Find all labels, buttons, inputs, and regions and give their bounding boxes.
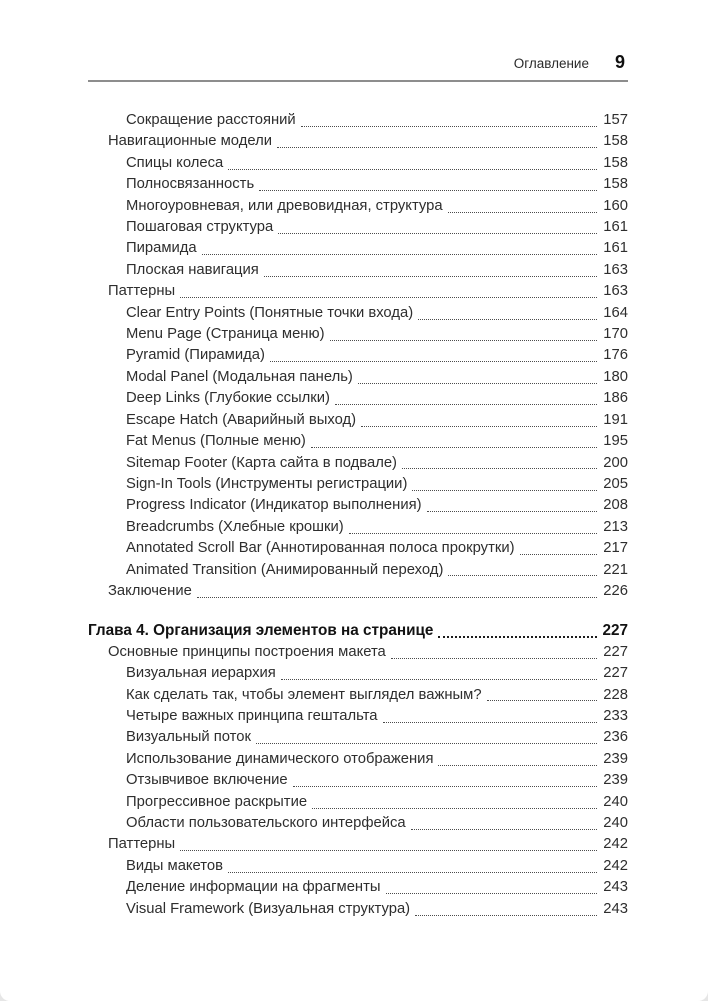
dot-leader <box>281 679 597 680</box>
dot-leader <box>311 447 597 448</box>
toc-entry-label: Области пользовательского интерфейса <box>126 815 406 831</box>
dot-leader <box>180 850 597 851</box>
toc-entry-label: Полносвязанность <box>126 176 255 193</box>
toc-entry-row <box>88 685 628 706</box>
dot-leader <box>487 700 597 701</box>
toc-entry-row <box>88 538 628 559</box>
toc-entry-page: 158 <box>603 133 628 150</box>
dot-leader <box>349 533 597 534</box>
toc-entry-label: Навигационные модели <box>108 133 272 150</box>
dot-leader <box>293 786 597 787</box>
toc-entry-page: 161 <box>603 219 628 236</box>
toc-entry-row <box>88 367 628 388</box>
toc-entry-row <box>88 153 628 174</box>
dot-leader <box>361 426 597 427</box>
toc-entry-row <box>88 410 628 431</box>
toc-entry-page: 242 <box>603 836 628 853</box>
toc-entry-label: Annotated Scroll Bar (Аннотированная полоса прокрутки) <box>126 540 515 557</box>
toc-entry-row <box>88 727 628 748</box>
toc-entry-page: 180 <box>603 368 628 385</box>
toc-chapter-row <box>88 620 628 641</box>
toc-entry-label: Использование динамического отображения <box>126 750 434 767</box>
toc-entry-row <box>88 813 628 834</box>
toc-entry-row <box>88 217 628 238</box>
toc-entry-label: Sitemap Footer (Карта сайта в подвале) <box>126 454 397 471</box>
toc-entry-row <box>88 110 628 131</box>
toc-entry-page: 243 <box>603 900 628 917</box>
dot-leader <box>312 808 597 809</box>
toc-entry-row <box>88 642 628 663</box>
toc-entry-label: Паттерны <box>108 283 176 300</box>
toc-entry-page: 170 <box>603 326 628 343</box>
toc-entry-label: Breadcrumbs (Хлебные крошки) <box>126 518 344 535</box>
toc-entry-page: 239 <box>603 772 628 789</box>
toc-entry-label: Progress Indicator (Индикатор выполнения) <box>126 497 422 514</box>
dot-leader <box>448 575 597 576</box>
toc-entry-label: Пирамида <box>126 240 197 257</box>
toc-entry-page: 240 <box>603 793 628 810</box>
dot-leader <box>402 468 597 469</box>
toc-entry-label: Отзывчивое включение <box>126 772 288 789</box>
toc-entry-page: 242 <box>603 857 628 874</box>
toc-entry-row <box>88 581 628 602</box>
dot-leader <box>438 636 597 638</box>
toc-entry-row <box>88 663 628 684</box>
dot-leader <box>358 383 597 384</box>
toc-entry-row <box>88 388 628 409</box>
toc-entry-label: Визуальный поток <box>126 729 251 746</box>
toc-entry-page: 160 <box>603 197 628 214</box>
toc-entry-page: 239 <box>603 750 628 767</box>
toc-entry-label: Спицы колеса <box>126 154 224 171</box>
toc-entry-row <box>88 324 628 345</box>
toc-entry-label: Animated Transition (Анимированный переход) <box>126 561 444 578</box>
toc-entry-label: Menu Page (Страница меню) <box>126 326 325 343</box>
toc-entry-page: 158 <box>603 176 628 193</box>
dot-leader <box>259 190 597 191</box>
toc-entry-page: 157 <box>603 112 628 128</box>
dot-leader <box>386 893 597 894</box>
toc-entry-row <box>88 495 628 516</box>
toc-entry-page: 164 <box>603 304 628 321</box>
toc-entry-label: Visual Framework (Визуальная структура) <box>126 900 411 917</box>
toc-entry-row <box>88 856 628 877</box>
dot-leader <box>335 404 597 405</box>
dot-leader <box>418 319 597 320</box>
toc-entry-page: 186 <box>603 390 628 407</box>
toc-entry-page: 208 <box>603 497 628 514</box>
toc-entry-row <box>88 749 628 770</box>
toc-entry-label: Пошаговая структура <box>126 219 274 236</box>
toc-entry-page: 240 <box>603 815 628 831</box>
dot-leader <box>412 490 597 491</box>
toc-entry-page: 233 <box>603 707 628 724</box>
toc-entry-page: 236 <box>603 729 628 746</box>
toc-entry-page: 217 <box>603 540 628 557</box>
toc-entry-row <box>88 877 628 898</box>
dot-leader <box>264 276 597 277</box>
toc-entry-label: Modal Panel (Модальная панель) <box>126 368 353 385</box>
toc-entry-label: Прогрессивное раскрытие <box>126 793 308 810</box>
toc-entry-row <box>88 131 628 152</box>
dot-leader <box>228 872 597 873</box>
toc-entry-page: 163 <box>603 283 628 300</box>
toc-entry-page: 161 <box>603 240 628 257</box>
toc-entry-row <box>88 517 628 538</box>
toc-entry-page: 221 <box>603 561 628 578</box>
toc-entry-page: 228 <box>603 686 628 703</box>
toc-entry-label: Четыре важных принципа гештальта <box>126 707 378 724</box>
toc-entry-page: 205 <box>603 475 628 492</box>
toc-list <box>88 110 628 920</box>
dot-leader <box>415 915 597 916</box>
dot-leader <box>228 169 597 170</box>
toc-entry-page: 227 <box>602 622 628 640</box>
dot-leader <box>391 658 597 659</box>
dot-leader <box>383 722 597 723</box>
toc-entry-page: 163 <box>603 261 628 278</box>
dot-leader <box>411 829 597 830</box>
page-content <box>88 0 628 920</box>
toc-entry-row <box>88 260 628 281</box>
toc-entry-label: Clear Entry Points (Понятные точки входа) <box>126 304 414 321</box>
toc-entry-page: 227 <box>603 665 628 682</box>
toc-entry-row <box>88 899 628 920</box>
toc-entry-label: Sign-In Tools (Инструменты регистрации) <box>126 475 408 492</box>
toc-entry-row <box>88 770 628 791</box>
toc-entry-row <box>88 174 628 195</box>
toc-entry-label: Визуальная иерархия <box>126 665 276 682</box>
toc-entry-label: Deep Links (Глубокие ссылки) <box>126 390 330 407</box>
toc-entry-label: Pyramid (Пирамида) <box>126 347 265 364</box>
toc-entry-page: 213 <box>603 518 628 535</box>
toc-entry-page: 243 <box>603 879 628 896</box>
toc-entry-page: 176 <box>603 347 628 364</box>
dot-leader <box>202 254 597 255</box>
page-number: 9 <box>614 52 625 72</box>
toc-entry-label: Escape Hatch (Аварийный выход) <box>126 411 357 428</box>
toc-entry-label: Fat Menus (Полные меню) <box>126 433 306 450</box>
dot-leader <box>197 597 597 598</box>
dot-leader <box>520 554 597 555</box>
toc-entry-page: 200 <box>603 454 628 471</box>
toc-entry-label: Сокращение расстояний <box>126 112 296 128</box>
toc-entry-label: Многоуровневая, или древовидная, структура <box>126 197 443 214</box>
toc-entry-row <box>88 196 628 217</box>
toc-entry-row <box>88 238 628 259</box>
toc-entry-label: Паттерны <box>108 836 176 853</box>
dot-leader <box>330 340 598 341</box>
toc-entry-label: Виды макетов <box>126 857 223 874</box>
dot-leader <box>301 126 597 127</box>
toc-entry-page: 195 <box>603 433 628 450</box>
toc-entry-label: Как сделать так, чтобы элемент выглядел важным? <box>126 686 482 703</box>
toc-entry-row <box>88 474 628 495</box>
toc-entry-label: Глава 4. Организация элементов на странице <box>88 622 434 640</box>
dot-leader <box>180 297 597 298</box>
dot-leader <box>256 743 597 744</box>
toc-entry-row <box>88 792 628 813</box>
toc-entry-row <box>88 431 628 452</box>
toc-entry-page: 191 <box>603 411 628 428</box>
dot-leader <box>277 147 597 148</box>
toc-entry-page: 227 <box>603 643 628 660</box>
dot-leader <box>278 233 597 234</box>
toc-entry-page: 158 <box>603 154 628 171</box>
toc-entry-label: Деление информации на фрагменты <box>126 879 381 896</box>
toc-entry-row <box>88 706 628 727</box>
toc-entry-row <box>88 453 628 474</box>
dot-leader <box>448 212 597 213</box>
toc-entry-row <box>88 834 628 855</box>
header-rule <box>88 80 628 82</box>
toc-entry-row <box>88 560 628 581</box>
toc-entry-row <box>88 303 628 324</box>
dot-leader <box>427 511 597 512</box>
toc-entry-label: Заключение <box>108 582 192 599</box>
toc-entry-row <box>88 345 628 366</box>
toc-entry-page: 226 <box>603 582 628 599</box>
toc-entry-label: Основные принципы построения макета <box>108 643 386 660</box>
running-header-title: Оглавление <box>513 56 589 71</box>
toc-entry-row <box>88 281 628 302</box>
toc-entry-label: Плоская навигация <box>126 261 259 278</box>
dot-leader <box>270 361 597 362</box>
running-header <box>88 0 628 73</box>
dot-leader <box>438 765 597 766</box>
